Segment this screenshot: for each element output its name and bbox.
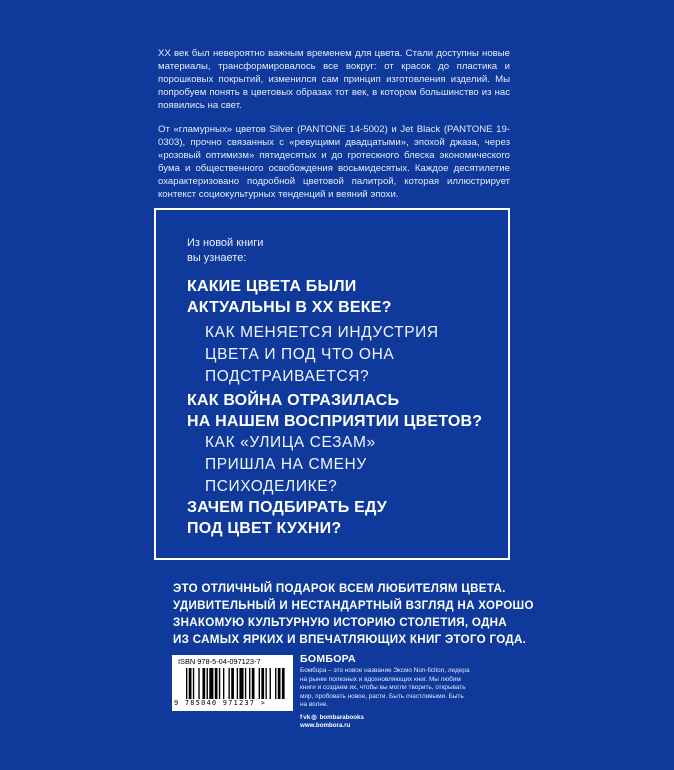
facebook-icon: f [300, 714, 303, 721]
learn-heading [187, 236, 263, 266]
isbn-text: ISBN 978-5-04-097123-7 [178, 657, 261, 666]
barcode-bar [209, 668, 213, 699]
intro-paragraph-1: XX век был невероятно важным временем для цвета. Стали доступны новые материалы, трансформировалось все вокруг: от красок до пластика и порошковых покрытий, изменился сам принцип изготовления изделий. Мы попробуем понять в цветовых образах тот век, в котором большинство из нас появились на свет. [158, 48, 510, 111]
publisher-logo: БОМБОРА [300, 653, 356, 665]
barcode-bar [198, 668, 199, 699]
gift-line: ЗНАКОМУЮ КУЛЬТУРНУЮ ИСТОРИЮ СТОЛЕТИЯ, ОДНА [173, 616, 507, 629]
barcode-bar [219, 668, 220, 699]
publisher-block [300, 655, 470, 709]
barcode-bar [261, 668, 264, 699]
barcode-bar [189, 668, 192, 699]
barcode-bar [207, 668, 208, 699]
barcode-bar [186, 668, 187, 699]
barcode-bar [237, 668, 238, 699]
question-4 [205, 432, 376, 498]
barcode-bar [223, 668, 224, 699]
question-line: КАК МЕНЯЕТСЯ ИНДУСТРИЯ [205, 324, 439, 341]
intro-text [158, 47, 510, 212]
question-line: КАК ВОЙНА ОТРАЗИЛАСЬ [187, 392, 400, 409]
gift-line: ЭТО ОТЛИЧНЫЙ ПОДАРОК ВСЕМ ЛЮБИТЕЛЯМ ЦВЕТА. [173, 582, 506, 595]
learn-heading-line-1: Из новой книги [187, 237, 264, 249]
question-line: КАК «УЛИЦА СЕЗАМ» [205, 434, 376, 451]
question-line: ПСИХОДЕЛИКЕ? [205, 478, 338, 495]
barcode-bar [239, 668, 243, 699]
barcode-bar [202, 668, 205, 699]
publisher-website: www.bombora.ru [300, 722, 351, 729]
barcode-block [172, 655, 293, 711]
instagram-icon: ◎ [311, 714, 317, 721]
barcode-bar [231, 668, 234, 699]
barcode-bar [249, 668, 250, 699]
question-2 [205, 322, 439, 388]
social-handle: bombarabooks [319, 714, 364, 721]
question-line: ЦВЕТА И ПОД ЧТО ОНА [205, 346, 395, 363]
barcode-bar [215, 668, 218, 699]
barcode-bar [245, 668, 246, 699]
barcode-bar [270, 668, 271, 699]
vk-icon: vk [303, 714, 311, 721]
publisher-socials [300, 714, 364, 730]
question-line: ПОД ЦВЕТ КУХНИ? [187, 520, 342, 537]
barcode-bar [259, 668, 260, 699]
question-1 [187, 276, 392, 318]
question-5 [187, 497, 387, 539]
barcode-bar [275, 668, 276, 699]
question-line: КАКИЕ ЦВЕТА БЫЛИ [187, 278, 357, 295]
question-line: НА НАШЕМ ВОСПРИЯТИИ ЦВЕТОВ? [187, 413, 483, 430]
barcode-bar [193, 668, 194, 699]
barcode-bar [278, 668, 281, 699]
barcode-bar [252, 668, 255, 699]
barcode-bar [265, 668, 266, 699]
barcode-bars [186, 668, 286, 699]
gift-line: УДИВИТЕЛЬНЫЙ И НЕСТАНДАРТНЫЙ ВЗГЛЯД НА ХОРОШО [173, 599, 534, 612]
question-line: АКТУАЛЬНЫ В XX ВЕКЕ? [187, 299, 392, 316]
barcode-bar [228, 668, 229, 699]
intro-paragraph-2: От «гламурных» цветов Silver (PANTONE 14-5002) и Jet Black (PANTONE 19-0303), прочно связанных с «ревущими двадцатыми», эпохой джаза, через «розовый оптимизм» пятидесятых и до гротескного блеска экономического бума и общественного освобождения восьмидесятых. Каждое десятилетие охарактеризовано подробной цветовой палитрой, которая иллюстрирует контекст социокультурных тенденций и веяний эпохи. [158, 124, 510, 200]
gift-line: ИЗ САМЫХ ЯРКИХ И ВПЕЧАТЛЯЮЩИХ КНИГ ЭТОГО ГОДА. [173, 633, 527, 646]
publisher-description: Бомбора – это новое название Эксмо Non-fiction, лидера на рынке полезных и вдохновляющих книг. Мы любим книги и создаем их, чтобы вы могли творить, открывать мир, пробовать новое, расти. Быть счастливыми. Быть на волне. [300, 667, 470, 709]
question-line: ПОДСТРАИВАЕТСЯ? [205, 368, 370, 385]
barcode-digits: 9 785040 971237 > [174, 699, 267, 707]
gift-blurb [173, 580, 553, 648]
barcode-bar [282, 668, 285, 699]
question-line: ЗАЧЕМ ПОДБИРАТЬ ЕДУ [187, 499, 387, 516]
question-line: ПРИШЛА НА СМЕНУ [205, 456, 367, 473]
learn-heading-line-2: вы узнаете: [187, 252, 247, 264]
question-3 [187, 390, 482, 432]
